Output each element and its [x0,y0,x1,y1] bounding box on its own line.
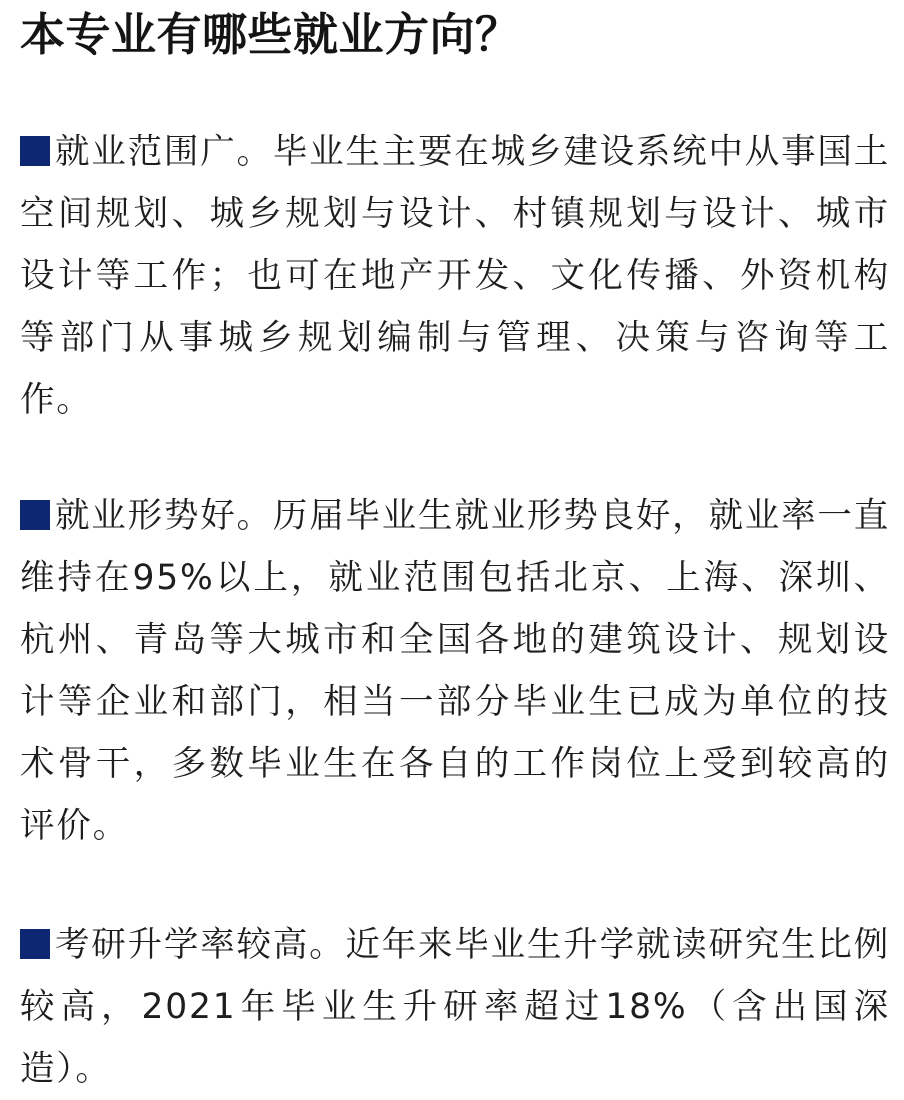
paragraph [20,914,890,1100]
square-bullet-icon [20,500,50,530]
paragraph [20,485,890,857]
paragraph-text: 就业形势好。历届毕业生就业形势良好，就业率一直维持在95%以上，就业范围包括北京、上海、深圳、杭州、青岛等大城市和全国各地的建筑设计、规划设计等企业和部门，相当一部分毕业生已成为单位的技术骨干，多数毕业生在各自的工作岗位上受到较高的评价。 [20,496,890,846]
section-employment-range [20,121,890,431]
paragraph-text: 就业范围广。毕业生主要在城乡建设系统中从事国土空间规划、城乡规划与设计、村镇规划与设计、城市设计等工作；也可在地产开发、文化传播、外资机构等部门从事城乡规划编制与管理、决策与咨询等工作。 [20,132,890,420]
section-graduate-study [20,914,890,1100]
paragraph-text: 考研升学率较高。近年来毕业生升学就读研究生比例较高，2021年毕业生升研率超过18%（含出国深造）。 [20,925,890,1089]
square-bullet-icon [20,929,50,959]
square-bullet-icon [20,136,50,166]
section-employment-outlook [20,485,890,857]
paragraph [20,121,890,431]
page-title: 本专业有哪些就业方向？ [20,8,521,61]
